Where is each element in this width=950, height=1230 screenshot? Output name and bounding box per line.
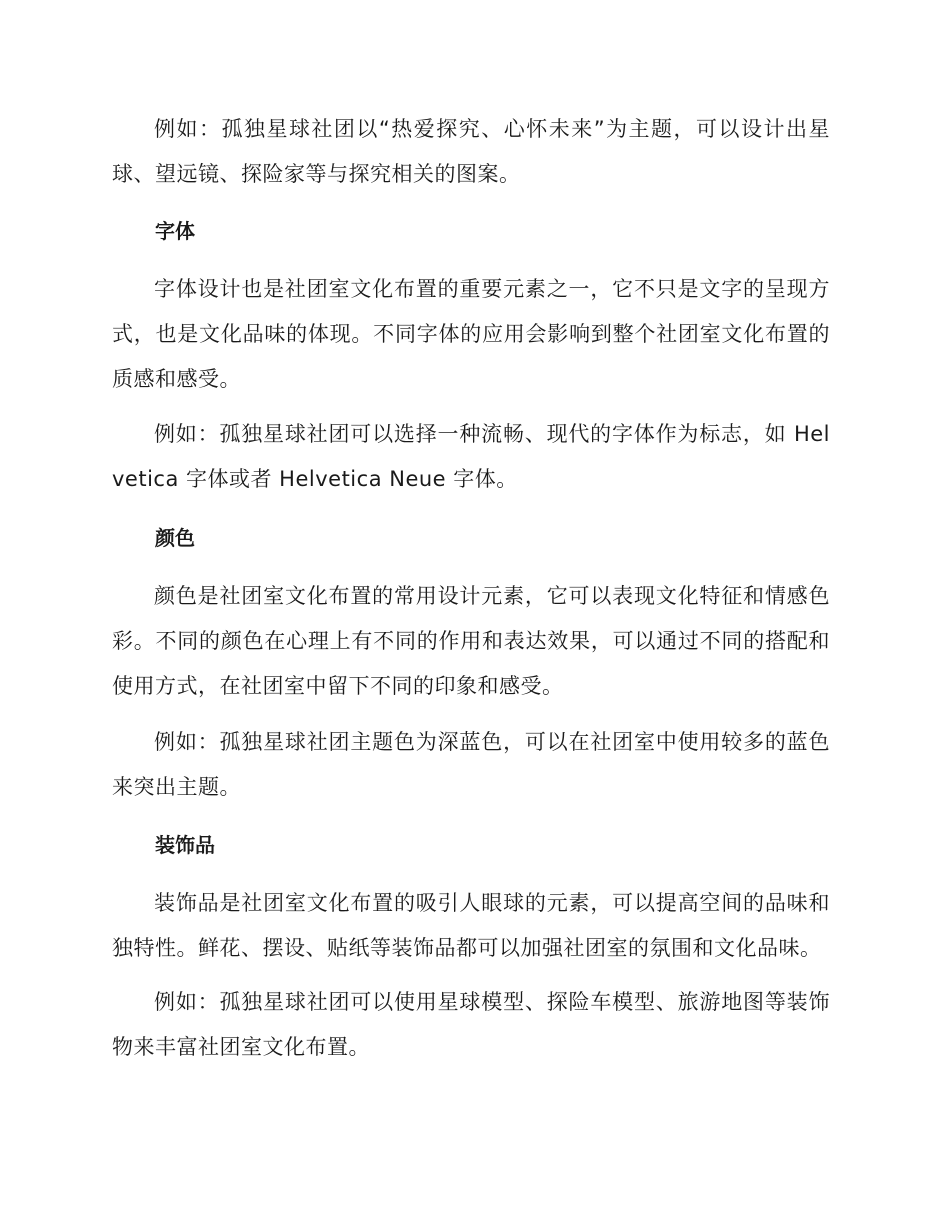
paragraph-text: 例如：孤独星球社团可以使用星球模型、探险车模型、旅游地图等装饰物来丰富社团室文化布置。 [112,990,830,1059]
paragraph-font-intro [112,267,830,402]
heading-text: 字体 [155,219,195,243]
paragraph-text: 字体设计也是社团室文化布置的重要元素之一，它不只是文字的呈现方式，也是文化品味的体现。不同字体的应用会影响到整个社团室文化布置的质感和感受。 [112,277,830,391]
paragraph-text: 颜色是社团室文化布置的常用设计元素，它可以表现文化特征和情感色彩。不同的颜色在心理上有不同的作用和表达效果，可以通过不同的搭配和使用方式，在社团室中留下不同的印象和感受。 [112,584,830,698]
paragraph-text: 例如：孤独星球社团以“热爱探究、心怀未来”为主题，可以设计出星球、望远镜、探险家等与探究相关的图案。 [112,117,830,186]
paragraph-decorations-intro [112,881,830,971]
section-heading-color [112,523,830,553]
paragraph-example-pattern [112,107,830,197]
heading-text: 装饰品 [155,833,215,857]
section-heading-font [112,216,830,246]
paragraph-example-font [112,412,830,502]
paragraph-color-intro [112,574,830,709]
paragraph-example-color [112,720,830,810]
paragraph-example-decorations [112,980,830,1070]
paragraph-text: 例如：孤独星球社团主题色为深蓝色，可以在社团室中使用较多的蓝色来突出主题。 [112,730,830,799]
paragraph-text: 例如：孤独星球社团可以选择一种流畅、现代的字体作为标志，如 Helvetica 字体或者 Helvetica Neue 字体。 [112,422,830,491]
paragraph-text: 装饰品是社团室文化布置的吸引人眼球的元素，可以提高空间的品味和独特性。鲜花、摆设、贴纸等装饰品都可以加强社团室的氛围和文化品味。 [112,891,830,960]
section-heading-decorations [112,830,830,860]
heading-text: 颜色 [155,526,195,550]
